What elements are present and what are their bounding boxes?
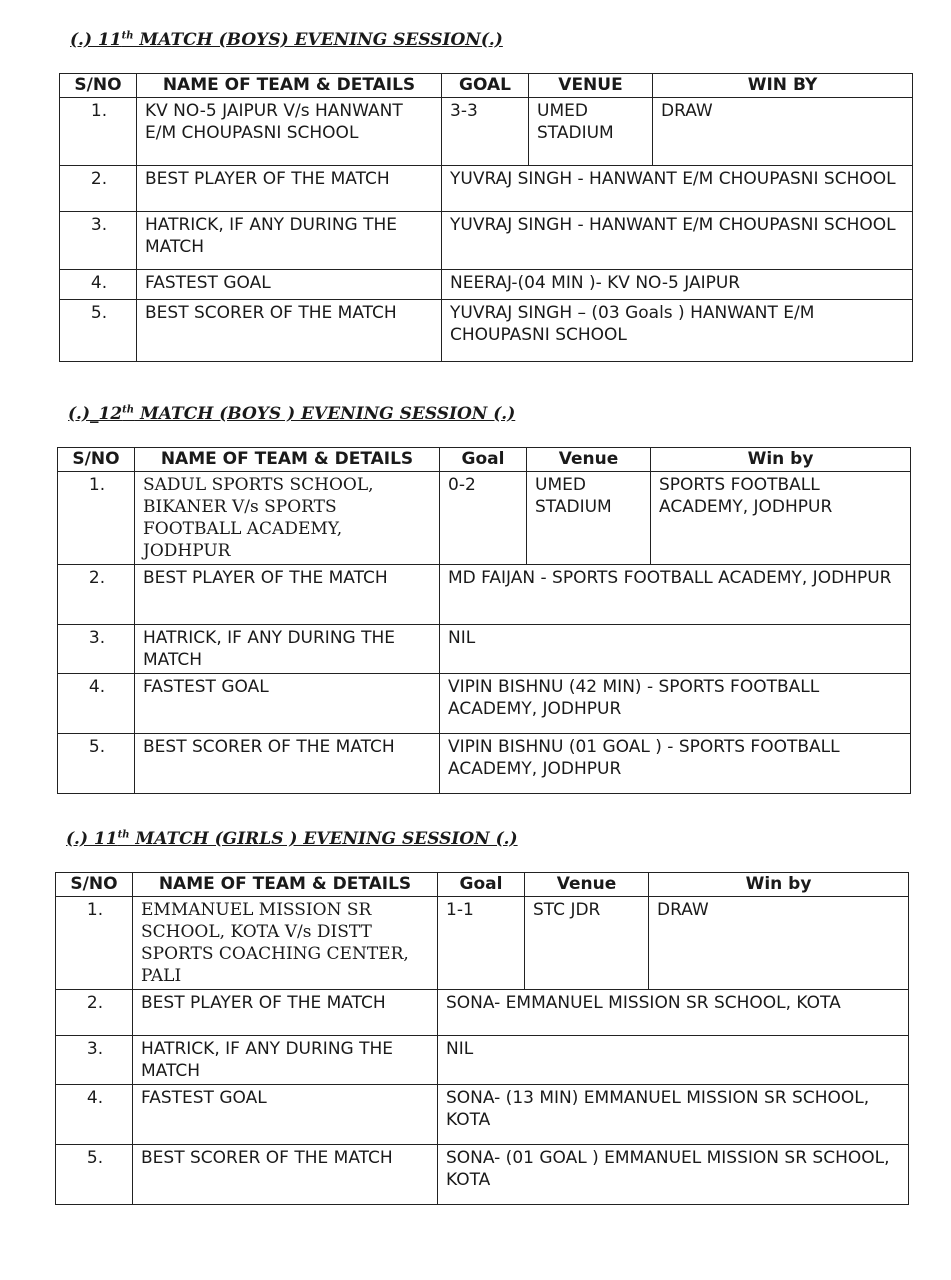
detail-label: BEST PLAYER OF THE MATCH bbox=[133, 990, 438, 1036]
row-sno: 5. bbox=[58, 734, 135, 794]
detail-value: YUVRAJ SINGH - HANWANT E/M CHOUPASNI SCHOOL bbox=[442, 166, 913, 212]
detail-label: FASTEST GOAL bbox=[137, 270, 442, 300]
detail-value: NIL bbox=[440, 625, 911, 674]
section-1-title: (.) 11th MATCH (BOYS) EVENING SESSION(.) bbox=[70, 30, 503, 50]
header-venue: VENUE bbox=[529, 74, 653, 98]
header-team: NAME OF TEAM & DETAILS bbox=[133, 873, 438, 897]
table-row bbox=[56, 1036, 909, 1085]
table-row bbox=[56, 990, 909, 1036]
match-venue: UMED STADIUM bbox=[527, 472, 651, 565]
header-team: NAME OF TEAM & DETAILS bbox=[135, 448, 440, 472]
header-win-by: Win by bbox=[649, 873, 909, 897]
row-sno: 4. bbox=[56, 1085, 133, 1145]
match-goal: 1-1 bbox=[438, 897, 525, 990]
match-table-1 bbox=[59, 73, 913, 362]
row-sno: 1. bbox=[58, 472, 135, 565]
match-win-by: DRAW bbox=[653, 98, 913, 166]
header-win-by: WIN BY bbox=[653, 74, 913, 98]
row-sno: 4. bbox=[58, 674, 135, 734]
header-team: NAME OF TEAM & DETAILS bbox=[137, 74, 442, 98]
row-sno: 1. bbox=[56, 897, 133, 990]
row-sno: 5. bbox=[56, 1145, 133, 1205]
row-sno: 3. bbox=[60, 212, 137, 270]
header-goal: Goal bbox=[440, 448, 527, 472]
table-row bbox=[56, 1085, 909, 1145]
table-row bbox=[56, 897, 909, 990]
detail-value: NIL bbox=[438, 1036, 909, 1085]
detail-value: VIPIN BISHNU (42 MIN) - SPORTS FOOTBALL ACADEMY, JODHPUR bbox=[440, 674, 911, 734]
match-venue: STC JDR bbox=[525, 897, 649, 990]
detail-value: NEERAJ-(04 MIN )- KV NO-5 JAIPUR bbox=[442, 270, 913, 300]
detail-value: SONA- (13 MIN) EMMANUEL MISSION SR SCHOOL, KOTA bbox=[438, 1085, 909, 1145]
detail-value: MD FAIJAN - SPORTS FOOTBALL ACADEMY, JODHPUR bbox=[440, 565, 911, 625]
detail-label: BEST PLAYER OF THE MATCH bbox=[137, 166, 442, 212]
match-table-2 bbox=[57, 447, 911, 794]
row-sno: 5. bbox=[60, 300, 137, 362]
detail-value: SONA- EMMANUEL MISSION SR SCHOOL, KOTA bbox=[438, 990, 909, 1036]
detail-label: BEST SCORER OF THE MATCH bbox=[133, 1145, 438, 1205]
detail-label: FASTEST GOAL bbox=[133, 1085, 438, 1145]
match-goal: 3-3 bbox=[442, 98, 529, 166]
table-row bbox=[58, 625, 911, 674]
row-sno: 1. bbox=[60, 98, 137, 166]
detail-value: VIPIN BISHNU (01 GOAL ) - SPORTS FOOTBALL ACADEMY, JODHPUR bbox=[440, 734, 911, 794]
table-row bbox=[60, 270, 913, 300]
table-row bbox=[56, 1145, 909, 1205]
detail-label: BEST SCORER OF THE MATCH bbox=[135, 734, 440, 794]
detail-label: HATRICK, IF ANY DURING THE MATCH bbox=[133, 1036, 438, 1085]
table-row bbox=[58, 734, 911, 794]
header-sno: S/NO bbox=[58, 448, 135, 472]
section-2-title: (.)_12th MATCH (BOYS ) EVENING SESSION (.) bbox=[68, 404, 516, 424]
match-table-3 bbox=[55, 872, 909, 1205]
detail-value: SONA- (01 GOAL ) EMMANUEL MISSION SR SCHOOL, KOTA bbox=[438, 1145, 909, 1205]
detail-label: BEST PLAYER OF THE MATCH bbox=[135, 565, 440, 625]
table-row bbox=[60, 300, 913, 362]
detail-label: FASTEST GOAL bbox=[135, 674, 440, 734]
header-sno: S/NO bbox=[60, 74, 137, 98]
header-sno: S/NO bbox=[56, 873, 133, 897]
row-sno: 3. bbox=[56, 1036, 133, 1085]
match-win-by: SPORTS FOOTBALL ACADEMY, JODHPUR bbox=[651, 472, 911, 565]
table-row bbox=[60, 212, 913, 270]
table-row bbox=[60, 98, 913, 166]
row-sno: 4. bbox=[60, 270, 137, 300]
detail-value: YUVRAJ SINGH - HANWANT E/M CHOUPASNI SCHOOL bbox=[442, 212, 913, 270]
detail-label: HATRICK, IF ANY DURING THE MATCH bbox=[135, 625, 440, 674]
header-venue: Venue bbox=[525, 873, 649, 897]
match-teams: SADUL SPORTS SCHOOL, BIKANER V/s SPORTS FOOTBALL ACADEMY, JODHPUR bbox=[135, 472, 440, 565]
detail-value: YUVRAJ SINGH – (03 Goals ) HANWANT E/M CHOUPASNI SCHOOL bbox=[442, 300, 913, 362]
match-teams: EMMANUEL MISSION SR SCHOOL, KOTA V/s DISTT SPORTS COACHING CENTER, PALI bbox=[133, 897, 438, 990]
table-row bbox=[58, 565, 911, 625]
match-goal: 0-2 bbox=[440, 472, 527, 565]
detail-label: HATRICK, IF ANY DURING THE MATCH bbox=[137, 212, 442, 270]
table-header-row bbox=[56, 873, 909, 897]
table-row bbox=[58, 674, 911, 734]
match-win-by: DRAW bbox=[649, 897, 909, 990]
table-row bbox=[60, 166, 913, 212]
header-win-by: Win by bbox=[651, 448, 911, 472]
table-row bbox=[58, 472, 911, 565]
detail-label: BEST SCORER OF THE MATCH bbox=[137, 300, 442, 362]
row-sno: 2. bbox=[58, 565, 135, 625]
header-venue: Venue bbox=[527, 448, 651, 472]
row-sno: 2. bbox=[60, 166, 137, 212]
row-sno: 3. bbox=[58, 625, 135, 674]
table-header-row bbox=[60, 74, 913, 98]
match-teams: KV NO-5 JAIPUR V/s HANWANT E/M CHOUPASNI SCHOOL bbox=[137, 98, 442, 166]
match-venue: UMED STADIUM bbox=[529, 98, 653, 166]
header-goal: GOAL bbox=[442, 74, 529, 98]
row-sno: 2. bbox=[56, 990, 133, 1036]
section-3-title: (.) 11th MATCH (GIRLS ) EVENING SESSION (.) bbox=[66, 829, 518, 849]
table-header-row bbox=[58, 448, 911, 472]
header-goal: Goal bbox=[438, 873, 525, 897]
